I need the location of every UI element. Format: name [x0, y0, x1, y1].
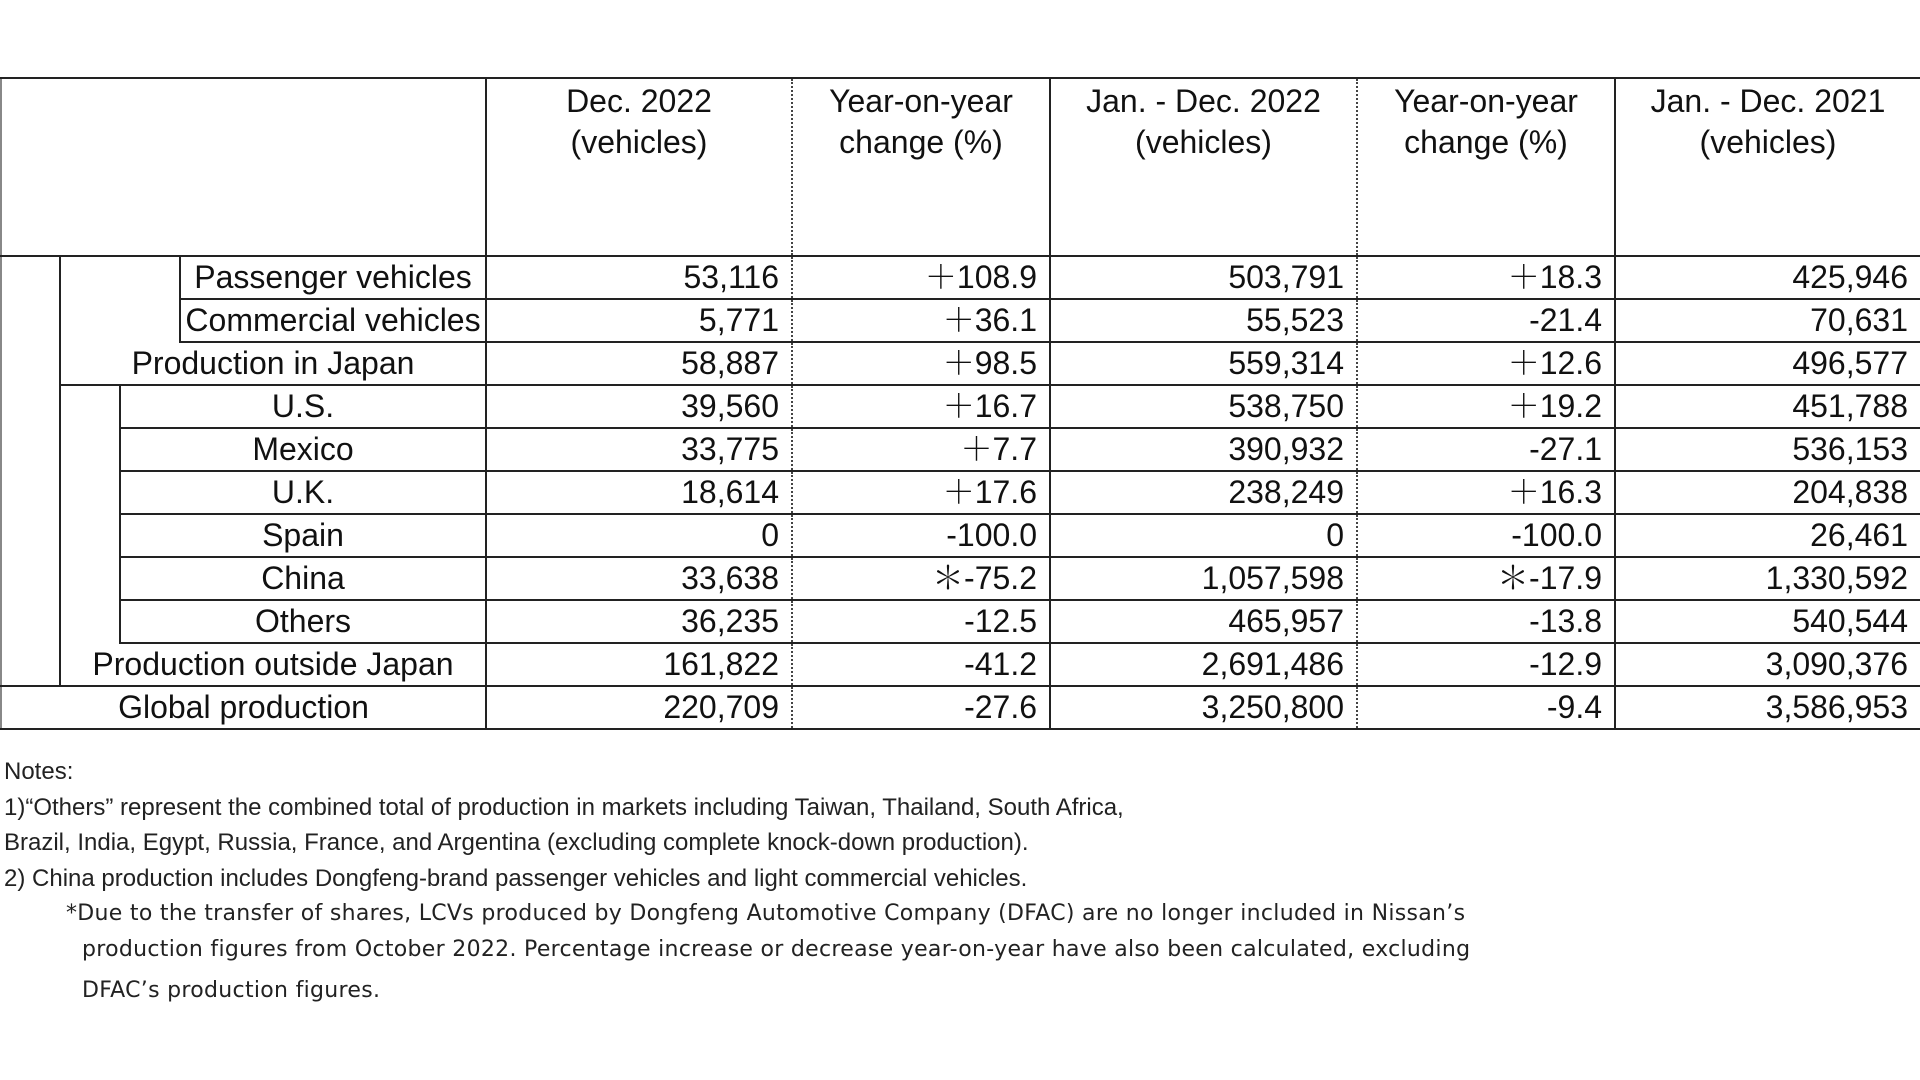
cell-value: ＋98.5 — [792, 342, 1050, 385]
cell-value: ＋16.3 — [1357, 471, 1615, 514]
header-yoy-annual: Year-on-year change (%) — [1357, 78, 1615, 256]
cell-value: 2,691,486 — [1050, 643, 1357, 686]
cell-value: 425,946 — [1615, 256, 1920, 299]
cell-value: 55,523 — [1050, 299, 1357, 342]
table-row — [1, 600, 1920, 643]
note-1-cont: Brazil, India, Egypt, Russia, France, and Argentina (excluding complete knock-down production). — [4, 829, 1029, 856]
row-label: U.K. — [120, 471, 486, 514]
cell-value: 3,586,953 — [1615, 686, 1920, 729]
indent-cell — [1, 256, 60, 686]
table-row — [1, 514, 1920, 557]
cell-value: -12.5 — [792, 600, 1050, 643]
table-row — [1, 686, 1920, 729]
cell-value: 26,461 — [1615, 514, 1920, 557]
cell-value: 204,838 — [1615, 471, 1920, 514]
cell-value: 503,791 — [1050, 256, 1357, 299]
cell-value: -41.2 — [792, 643, 1050, 686]
cell-value: 58,887 — [486, 342, 792, 385]
cell-value: 1,330,592 — [1615, 557, 1920, 600]
cell-value: 451,788 — [1615, 385, 1920, 428]
cell-value: 536,153 — [1615, 428, 1920, 471]
header-blank-cell — [1, 78, 486, 256]
row-label: Production outside Japan — [60, 643, 486, 686]
cell-value: 33,775 — [486, 428, 792, 471]
cell-value: 559,314 — [1050, 342, 1357, 385]
footnote: *Due to the transfer of shares, LCVs produced by Dongfeng Automotive Company (DFAC) are no longer included in Nissan’s — [66, 901, 1466, 926]
row-label: China — [120, 557, 486, 600]
header-yoy-dec: Year-on-year change (%) — [792, 78, 1050, 256]
header-dec-2022: Dec. 2022 (vehicles) — [486, 78, 792, 256]
cell-value: ＋16.7 — [792, 385, 1050, 428]
row-label: Commercial vehicles — [180, 299, 486, 342]
table-row — [1, 342, 1920, 385]
footnote-cont: production figures from October 2022. Percentage increase or decrease year-on-year have also been calculated, excluding — [82, 936, 1471, 962]
cell-value: -21.4 — [1357, 299, 1615, 342]
cell-value: ＊-17.9 — [1357, 557, 1615, 600]
table-row — [1, 256, 1920, 299]
cell-value: -27.6 — [792, 686, 1050, 729]
note-2: 2) China production includes Dongfeng-brand passenger vehicles and light commercial vehicles. — [4, 864, 1028, 892]
indent-cell — [60, 385, 120, 643]
row-label: Spain — [120, 514, 486, 557]
cell-value: 0 — [1050, 514, 1357, 557]
cell-value: 3,090,376 — [1615, 643, 1920, 686]
row-label: Others — [120, 600, 486, 643]
cell-value: 1,057,598 — [1050, 557, 1357, 600]
indent-cell — [60, 256, 180, 342]
production-table — [0, 77, 1920, 730]
cell-value: ＋17.6 — [792, 471, 1050, 514]
header-jan-dec-2021: Jan. - Dec. 2021 (vehicles) — [1615, 78, 1920, 256]
cell-value: ＋7.7 — [792, 428, 1050, 471]
table-row — [1, 643, 1920, 686]
row-label: Passenger vehicles — [180, 256, 486, 299]
cell-value: -9.4 — [1357, 686, 1615, 729]
cell-value: 33,638 — [486, 557, 792, 600]
cell-value: 0 — [486, 514, 792, 557]
cell-value: 3,250,800 — [1050, 686, 1357, 729]
table-row — [1, 385, 1920, 428]
cell-value: 220,709 — [486, 686, 792, 729]
row-label: Global production — [1, 686, 486, 729]
table-row — [1, 557, 1920, 600]
cell-value: 53,116 — [486, 256, 792, 299]
cell-value: -13.8 — [1357, 600, 1615, 643]
cell-value: 39,560 — [486, 385, 792, 428]
cell-value: 161,822 — [486, 643, 792, 686]
header-jan-dec-2022: Jan. - Dec. 2022 (vehicles) — [1050, 78, 1357, 256]
header-row — [1, 78, 1920, 256]
footnote-cont: DFAC’s production figures. — [82, 978, 381, 1003]
cell-value: 18,614 — [486, 471, 792, 514]
table-row — [1, 471, 1920, 514]
row-label: Production in Japan — [60, 342, 486, 385]
cell-value: ＊-75.2 — [792, 557, 1050, 600]
notes — [4, 754, 1470, 1009]
cell-value: -100.0 — [792, 514, 1050, 557]
row-label: U.S. — [120, 385, 486, 428]
table-row — [1, 299, 1920, 342]
cell-value: -100.0 — [1357, 514, 1615, 557]
cell-value: ＋36.1 — [792, 299, 1050, 342]
cell-value: 70,631 — [1615, 299, 1920, 342]
cell-value: ＋19.2 — [1357, 385, 1615, 428]
cell-value: 36,235 — [486, 600, 792, 643]
cell-value: 238,249 — [1050, 471, 1357, 514]
cell-value: 538,750 — [1050, 385, 1357, 428]
cell-value: 390,932 — [1050, 428, 1357, 471]
cell-value: 5,771 — [486, 299, 792, 342]
note-1: 1)“Others” represent the combined total of production in markets including Taiwan, Thailand, South Africa, — [4, 793, 1124, 821]
notes-heading: Notes: — [4, 758, 74, 785]
cell-value: 465,957 — [1050, 600, 1357, 643]
table-row — [1, 428, 1920, 471]
cell-value: 540,544 — [1615, 600, 1920, 643]
cell-value: ＋108.9 — [792, 256, 1050, 299]
cell-value: -27.1 — [1357, 428, 1615, 471]
cell-value: ＋12.6 — [1357, 342, 1615, 385]
row-label: Mexico — [120, 428, 486, 471]
cell-value: -12.9 — [1357, 643, 1615, 686]
cell-value: ＋18.3 — [1357, 256, 1615, 299]
cell-value: 496,577 — [1615, 342, 1920, 385]
